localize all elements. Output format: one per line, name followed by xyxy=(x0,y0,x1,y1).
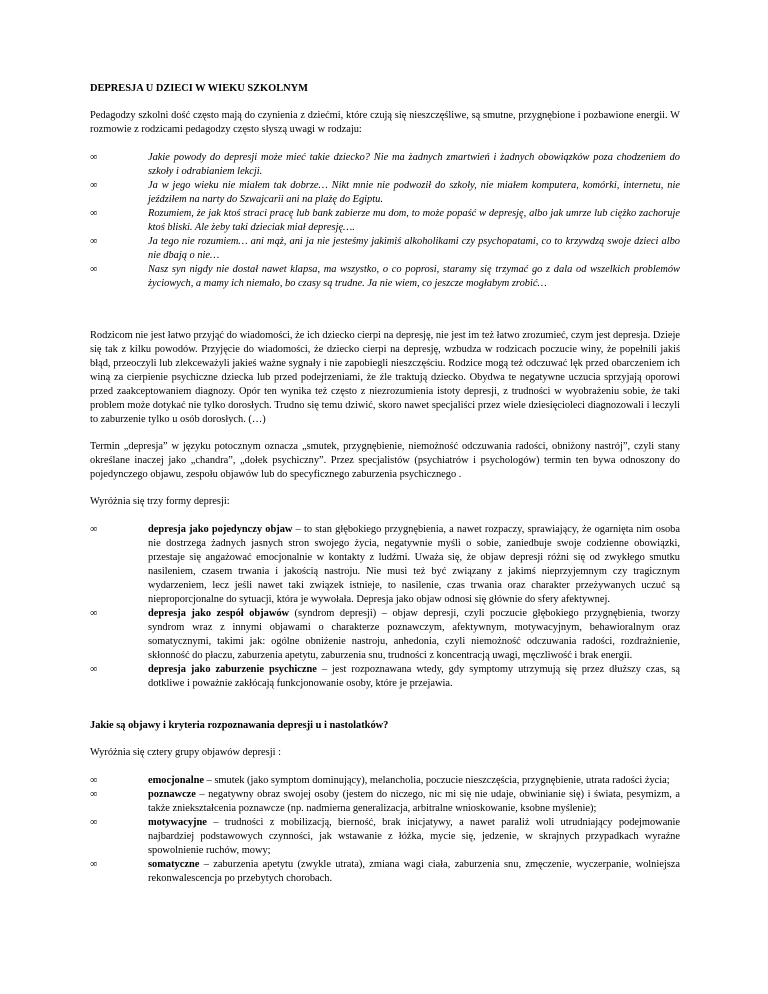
document-title: DEPRESJA U DZIECI W WIEKU SZKOLNYM xyxy=(90,83,308,94)
bullet-icon: ∞ xyxy=(90,264,98,275)
bullet-icon: ∞ xyxy=(90,859,98,870)
form-term: depresja jako zaburzenie psychiczne xyxy=(148,664,317,675)
section-heading: Jakie są objawy i kryteria rozpoznawania depresji u i nastolatków? xyxy=(90,720,389,731)
form-term: depresja jako pojedynczy objaw xyxy=(148,524,293,535)
form-description: – to stan głębokiego przygnębienia, a nawet rozpaczy, sprawiający, że ogarnięta nim osoba nie dostrzega żadnych jasnych stron swojego życia, negatywnie myśli o sobie, zaniedbuje swoje codzienne obowiązki, przestaje się angażować emocjonalnie w kontakty z ludźmi. Uważa się, że objaw depresji różni się od zwykłego smutku nasileniem, czasem trwania i jakością nastroju. Nie musi też być związany z jakimś nieprzyjemnym czy tragicznym wydarzeniem, lecz jeśli nawet taki związek istnieje, to nasilenie, czas trwania oraz charakter przeżywanych uczuć są nieproporcjonalne do sytuacji, która je wywołała. Depresja jako objaw odnosi się głównie do sfery afektywnej. xyxy=(148,524,680,605)
paragraph-parents-acceptance: Rodzicom nie jest łatwo przyjąć do wiadomości, że ich dziecko cierpi na depresję, nie jest im też łatwo zrozumieć, czym jest depresja. Dzieje się tak z kilku powodów. Przyjęcie do wiadomości, że dziecko cierpi na depresję, wzbudza w rodzicach poczucie winy, że popełnili jakiś błąd, przeoczyli lub zlekceważyli jakieś ważne sygnały i nie zapobiegli nieszczęściu. Rodzice mogą też odczuwać lęk przed obarczeniem ich winą za cierpienie psychiczne dziecka lub przed podejrzeniami, że źle traktują dziecko. Obydwa te negatywne uczucia sprzyjają oporowi przed zaakceptowaniem diagnozy. Opór ten wynika też często z niezrozumienia istoty depresji, z trudności w wyobrażeniu sobie, że taki problem może dotykać nie tylko dorosłych. Trudno się temu dziwić, skoro nawet specjaliści przez wiele dziesięcioleci diagnozowali i leczyli to zaburzenie tylko u osób dorosłych. (…) xyxy=(90,330,680,425)
group-term: poznawcze xyxy=(148,789,196,800)
list-item xyxy=(90,523,680,607)
intro-paragraph: Pedagodzy szkolni dość często mają do czynienia z dziećmi, które czują się nieszczęśliwe, są smutne, przygnębione i pozbawione energii. W rozmowie z rodzicami pedagodzy często słyszą uwagi w rodzaju: xyxy=(90,110,680,135)
bullet-icon: ∞ xyxy=(90,817,98,828)
bullet-icon: ∞ xyxy=(90,608,98,619)
depression-forms-list xyxy=(90,523,680,691)
list-item xyxy=(90,663,680,691)
bullet-icon: ∞ xyxy=(90,524,98,535)
quote-text: Rozumiem, że jak ktoś straci pracę lub bank zabierze mu dom, to może popaść w depresję, albo jak umrze lub ciężko zachoruje ktoś bliski. Ale żeby taki dzieciak miał depresję…. xyxy=(148,208,680,233)
document-page xyxy=(90,82,680,886)
quote-text: Nasz syn nigdy nie dostał nawet klapsa, ma wszystko, o co poprosi, staramy się trzymać go z dala od wszelkich problemów życiowych, a mamy ich niemało, bo czasy są trudne. Ja nie wiem, co jeszcze mogłabym zrobić… xyxy=(148,264,680,289)
bullet-icon: ∞ xyxy=(90,775,98,786)
list-item xyxy=(90,788,680,816)
quote-text: Ja tego nie rozumiem… ani mąż, ani ja nie jesteśmy jakimiś alkoholikami czy psychopatami, co to krzywdzą swoje dzieci albo nie dbają o nie… xyxy=(148,236,680,261)
bullet-icon: ∞ xyxy=(90,180,98,191)
list-item xyxy=(90,263,680,291)
parent-quotes-list xyxy=(90,151,680,291)
list-item xyxy=(90,207,680,235)
list-item xyxy=(90,607,680,663)
list-item xyxy=(90,774,680,788)
forms-intro: Wyróżnia się trzy formy depresji: xyxy=(90,496,230,507)
quote-text: Ja w jego wieku nie miałem tak dobrze… Nikt mnie nie podwoził do szkoły, nie miałem komputera, komórki, internetu, nie jeździłem na narty do Szwajcarii ani na plażę do Egiptu. xyxy=(148,180,680,205)
quote-text: Jakie powody do depresji może mieć takie dziecko? Nie ma żadnych zmartwień i żadnych obowiązków poza chodzeniem do szkoły i odrabianiem lekcji. xyxy=(148,152,680,177)
groups-intro: Wyróżnia się cztery grupy objawów depresji : xyxy=(90,747,281,758)
paragraph-term-depression: Termin „depresja” w języku potocznym oznacza „smutek, przygnębienie, niemożność odczuwania radości, obniżony nastrój”, czyli stany określane inaczej jako „chandra”, „dołek psychiczny”. Przez specjalistów (psychiatrów i psychologów) termin ten bywa odnoszony do pojedynczego objawu, zespołu objawów lub do specyficznego zaburzenia psychicznego . xyxy=(90,441,680,480)
group-term: motywacyjne xyxy=(148,817,207,828)
list-item xyxy=(90,179,680,207)
list-item xyxy=(90,858,680,886)
group-term: somatyczne xyxy=(148,859,200,870)
bullet-icon: ∞ xyxy=(90,236,98,247)
symptom-groups-list xyxy=(90,774,680,886)
bullet-icon: ∞ xyxy=(90,664,98,675)
group-description: – zaburzenia apetytu (zwykle utrata), zmiana wagi ciała, zaburzenia snu, zmęczenie, wyczerpanie, wolniejsza rekonwalescencja po przebytych chorobach. xyxy=(148,859,680,884)
group-description: – negatywny obraz swojej osoby (jestem do niczego, nic mi się nie udaje, obwinianie się) i świata, pesymizm, a także zniekształcenia poznawcze (np. nadmierna generalizacja, arbitralne wnioskowanie, ksobne myślenie); xyxy=(148,789,680,814)
bullet-icon: ∞ xyxy=(90,208,98,219)
form-description: (syndrom depresji) – objaw depresji, czyli poczucie głębokiego przygnębienia, tworzy syndrom wraz z innymi objawami o charakterze poznawczym, afektywnym, motywacyjnym, behawioralnym oraz somatycznymi, takimi jak: ogólne obniżenie nastroju, anhedonia, czyli niemożność odczuwania radości, rozdrażnienie, skłonność do płaczu, zaburzenia apetytu, zaburzenia snu, trudności z koncentracją uwagi, męczliwość i brak energii. xyxy=(148,608,680,661)
group-description: – trudności z mobilizacją, bierność, brak inicjatywy, a nawet paraliż woli utrudniający podejmowanie najbardziej podstawowych czynności, jak wstawanie z łóżka, mycie się, jedzenie, w skrajnych przypadkach wyraźne spowolnienie ruchów, mowy; xyxy=(148,817,680,856)
list-item xyxy=(90,235,680,263)
bullet-icon: ∞ xyxy=(90,789,98,800)
form-term: depresja jako zespół objawów xyxy=(148,608,290,619)
bullet-icon: ∞ xyxy=(90,152,98,163)
list-item xyxy=(90,816,680,858)
group-description: – smutek (jako symptom dominujący), melancholia, poczucie nieszczęścia, przygnębienie, utrata radości życia; xyxy=(203,775,670,786)
list-item xyxy=(90,151,680,179)
group-term: emocjonalne xyxy=(148,775,204,786)
form-description: – jest rozpoznawana wtedy, gdy symptomy utrzymują się przez dłuższy czas, są dotkliwe i poważnie zakłócają funkcjonowanie osoby, które je przejawia. xyxy=(148,664,681,689)
